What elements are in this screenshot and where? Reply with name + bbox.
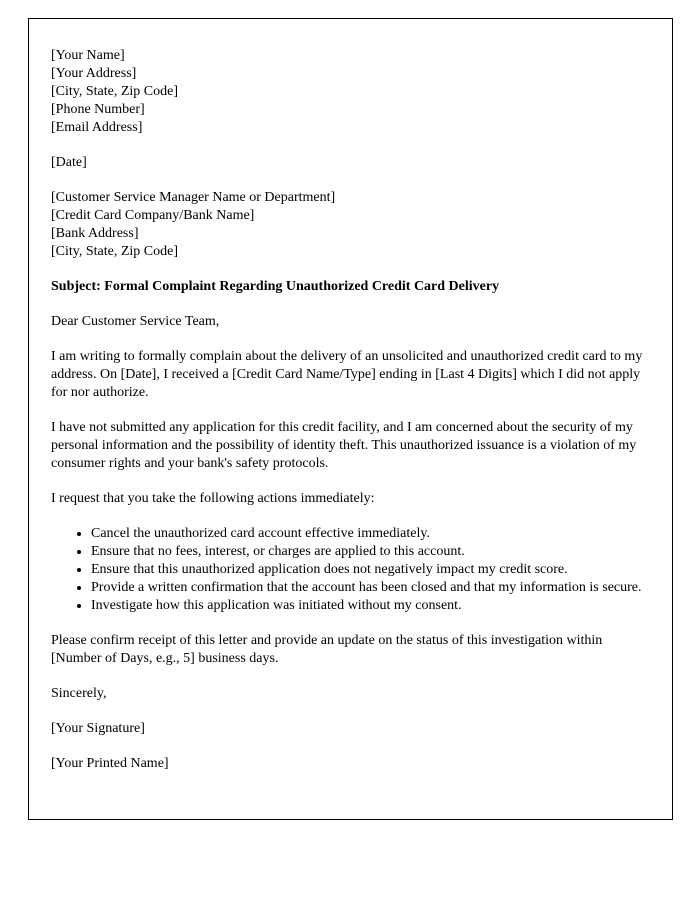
letter-line: [Email Address] (51, 120, 143, 135)
letter-line: [Your Name] (51, 48, 125, 63)
subject-line: Subject: Formal Complaint Regarding Unauthorized Credit Card Delivery (51, 279, 500, 294)
recipient-block (51, 189, 650, 261)
body-paragraph: I am writing to formally complain about the delivery of an unsolicited and unauthorized credit card to my address. On [Date], I received a [Credit Card Name/Type] ending in [Last 4 Digits] which I did not apply for nor authorize. (51, 349, 643, 400)
action-item: • Cancel the unauthorized card account effective immediately. (91, 525, 650, 543)
letter-line: [City, State, Zip Code] (51, 244, 179, 259)
action-item: • Investigate how this application was initiated without my consent. (91, 597, 650, 615)
signature-line: [Your Signature] (51, 721, 145, 736)
letter-line: [Bank Address] (51, 226, 139, 241)
body-paragraph: I have not submitted any application for this credit facility, and I am concerned about the security of my personal information and the possibility of identity theft. This unauthorized issuance is a violation of my consumer rights and your bank's safety protocols. (51, 420, 637, 471)
action-item: • Ensure that no fees, interest, or charges are applied to this account. (91, 543, 650, 561)
salutation: Dear Customer Service Team, (51, 314, 220, 329)
request-intro: I request that you take the following actions immediately: (51, 491, 375, 506)
date-line: [Date] (51, 155, 87, 170)
closing-paragraph: Please confirm receipt of this letter and provide an update on the status of this investigation within [Number of Days, e.g., 5] business days. (51, 633, 603, 666)
letter-line: [Your Address] (51, 66, 137, 81)
signoff: Sincerely, (51, 686, 107, 701)
letter-line: [Credit Card Company/Bank Name] (51, 208, 255, 223)
letter-line: [City, State, Zip Code] (51, 84, 179, 99)
action-list (51, 525, 650, 615)
letter-document (28, 18, 673, 820)
letter-line: [Phone Number] (51, 102, 145, 117)
sender-block (51, 47, 650, 137)
printed-name-line: [Your Printed Name] (51, 756, 169, 771)
action-item: • Ensure that this unauthorized application does not negatively impact my credit score. (91, 561, 650, 579)
action-item: • Provide a written confirmation that the account has been closed and that my information is secure. (91, 579, 650, 597)
letter-line: [Customer Service Manager Name or Department] (51, 190, 336, 205)
